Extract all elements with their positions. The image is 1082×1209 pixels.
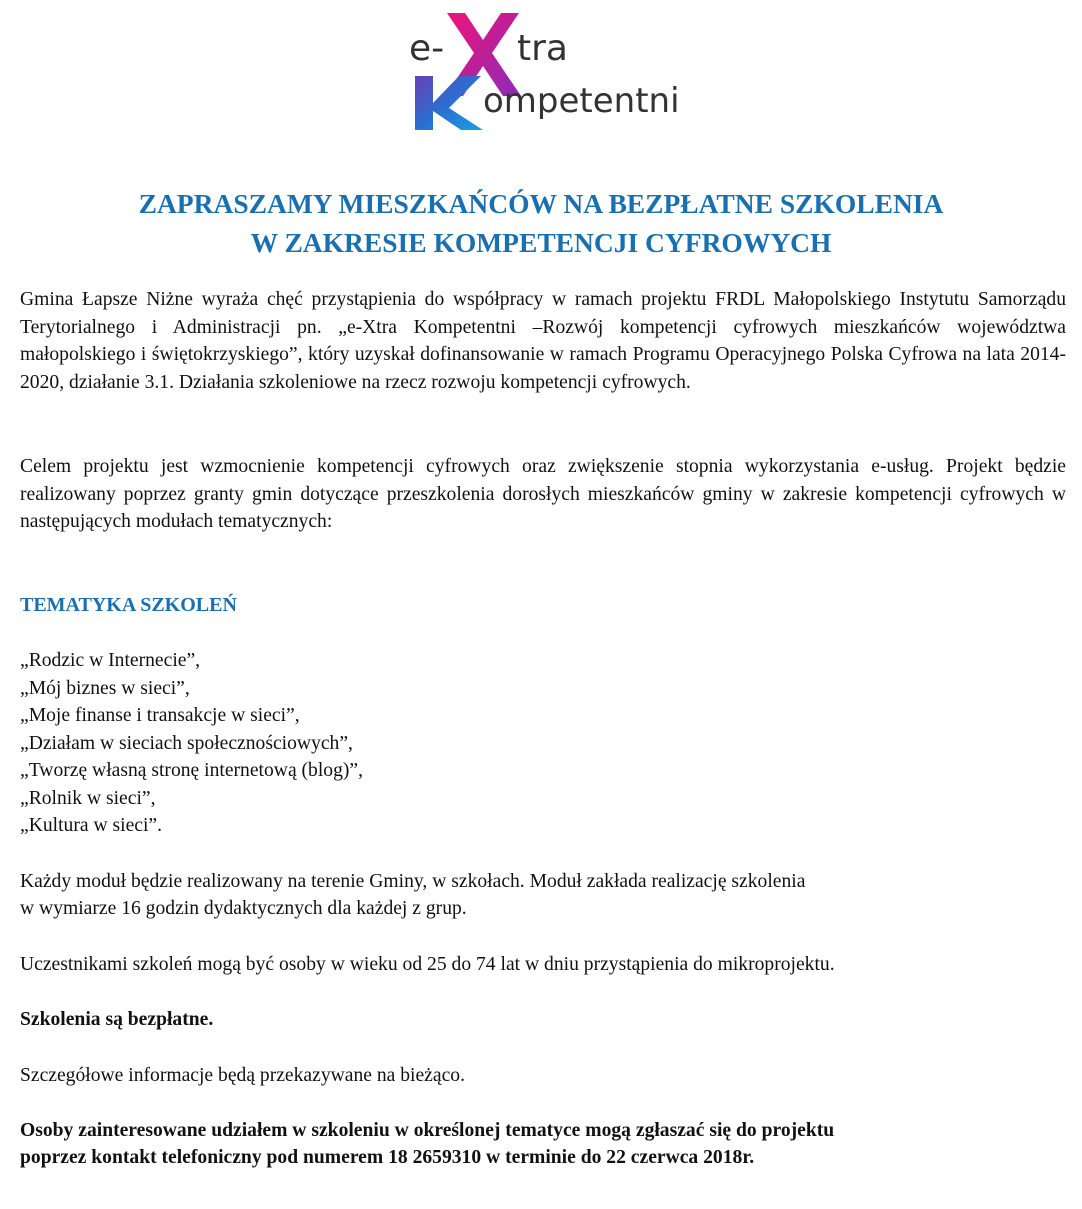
intro-paragraph: Gmina Łapsze Niżne wyraża chęć przystąpienia do współpracy w ramach projektu FRDL Małopolskiego Instytutu Samorządu Terytorialnego i Administracji pn. „e-Xtra Kompetentni –Rozwój kompetencji cyfrowych mieszkańców województwa małopolskiego i świętokrzyskiego”, który uzyskał dofinansowanie w ramach Programu Operacyjnego Polska Cyfrowa na lata 2014-2020, działanie 3.1. Działania szkoleniowe na rzecz rozwoju kompetencji cyfrowych. xyxy=(20,289,1066,393)
logo-text-ompetentni: ompetentni xyxy=(483,81,680,121)
topic-item: „Działam w sieciach społecznościowych”, xyxy=(20,732,353,754)
topics-list xyxy=(20,647,363,840)
goal-paragraph: Celem projektu jest wzmocnienie kompetencji cyfrowych oraz zwiększenie stopnia wykorzystania e-usług. Projekt będzie realizowany poprzez granty gmin dotyczące przeszkolenia dorosłych mieszkańców gminy w zakresie kompetencji cyfrowych w następujących modułach tematycznych: xyxy=(20,456,1066,532)
contact-info-line2: poprzez kontakt telefoniczny pod numerem 18 2659310 w terminie do 22 czerwca 2018r. xyxy=(20,1147,755,1168)
topic-item: „Rodzic w Internecie”, xyxy=(20,650,201,671)
topic-item: „Moje finanse i transakcje w sieci”, xyxy=(20,705,300,726)
e-xtra-kompetentni-logo xyxy=(405,8,695,133)
topic-item: „Rolnik w sieci”, xyxy=(20,787,156,809)
free-training-note: Szkolenia są bezpłatne. xyxy=(20,1009,214,1030)
logo-text-tra: tra xyxy=(517,28,568,69)
page-title-line2: W ZAKRESIE KOMPETENCJI CYFROWYCH xyxy=(250,227,832,258)
page-title-line1: ZAPRASZAMY MIESZKAŃCÓW NA BEZPŁATNE SZKOLENIA xyxy=(138,188,944,219)
module-info-line2: w wymiarze 16 godzin dydaktycznych dla każdej z grup. xyxy=(20,898,467,919)
details-info: Szczegółowe informacje będą przekazywane na bieżąco. xyxy=(20,1065,465,1086)
topics-heading: TEMATYKA SZKOLEŃ xyxy=(20,594,237,616)
logo-text-e: e- xyxy=(409,28,445,69)
participants-info: Uczestnikami szkoleń mogą być osoby w wieku od 25 do 74 lat w dniu przystąpienia do mikroprojektu. xyxy=(20,954,835,975)
topic-item: „Tworzę własną stronę internetową (blog)”, xyxy=(20,760,364,781)
topic-item: „Mój biznes w sieci”, xyxy=(20,677,190,699)
contact-info-line1: Osoby zainteresowane udziałem w szkoleniu w określonej tematyce mogą zgłaszać się do projektu xyxy=(20,1120,835,1141)
module-info-line1: Każdy moduł będzie realizowany na terenie Gminy, w szkołach. Moduł zakłada realizację szkolenia xyxy=(20,871,806,892)
topic-item: „Kultura w sieci”. xyxy=(20,815,162,836)
